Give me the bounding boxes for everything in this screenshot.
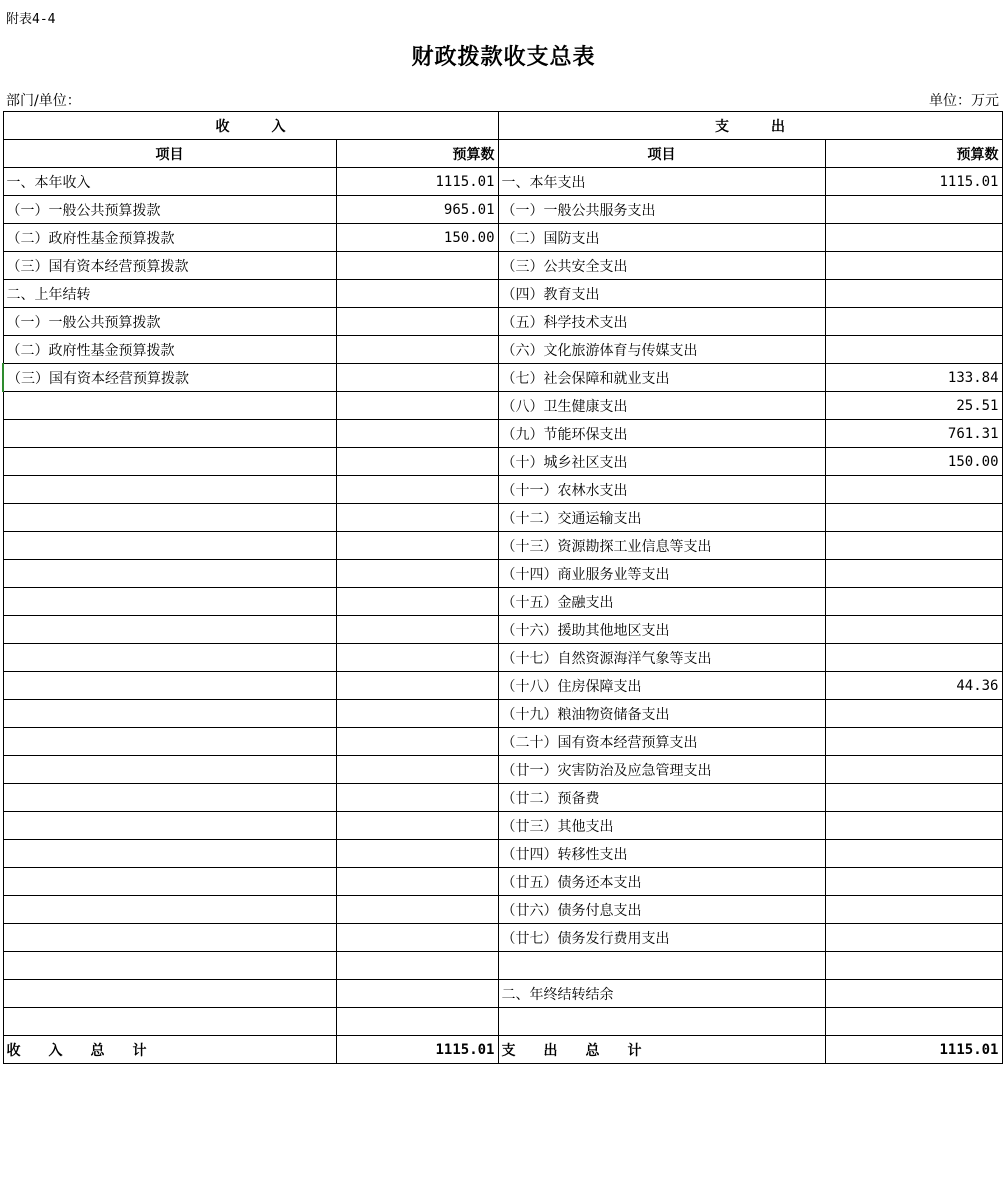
table-row [3, 560, 1002, 588]
table-row [3, 616, 1002, 644]
income-amount-cell [336, 616, 498, 644]
income-amount-cell [336, 336, 498, 364]
table-row [3, 308, 1002, 336]
table-row [3, 812, 1002, 840]
table-row [3, 980, 1002, 1008]
expense-amount-cell [825, 756, 1002, 784]
table-row [3, 476, 1002, 504]
expense-item-cell: （十八）住房保障支出 [498, 672, 825, 700]
income-item-cell [3, 840, 336, 868]
column-header-row [3, 140, 1002, 168]
income-amount-cell [336, 644, 498, 672]
expense-item-cell: （四）教育支出 [498, 280, 825, 308]
table-row [3, 280, 1002, 308]
income-item-cell [3, 756, 336, 784]
expense-amount-cell [825, 924, 1002, 952]
income-item-cell [3, 448, 336, 476]
expense-item-cell: （廿二）预备费 [498, 784, 825, 812]
table-row [3, 252, 1002, 280]
income-item-cell: （一）一般公共预算拨款 [3, 308, 336, 336]
expense-amount-cell: 1115.01 [825, 168, 1002, 196]
income-total-value: 1115.01 [336, 1036, 498, 1064]
expense-amount-cell [825, 196, 1002, 224]
expense-amount-cell [825, 728, 1002, 756]
expense-item-cell: （廿三）其他支出 [498, 812, 825, 840]
expense-item-cell: （十四）商业服务业等支出 [498, 560, 825, 588]
department-label: 部门/单位： [6, 93, 81, 109]
income-item-cell [3, 672, 336, 700]
income-item-cell [3, 1008, 336, 1036]
expense-amount-cell [825, 252, 1002, 280]
unit-label: 单位：万元 [929, 93, 999, 109]
expense-amount-cell [825, 476, 1002, 504]
income-item-cell [3, 728, 336, 756]
income-amount-cell: 1115.01 [336, 168, 498, 196]
table-row [3, 896, 1002, 924]
attachment-label: 附表4-4 [6, 12, 56, 27]
income-item-cell: （一）一般公共预算拨款 [3, 196, 336, 224]
expense-item-cell: （三）公共安全支出 [498, 252, 825, 280]
income-item-cell [3, 616, 336, 644]
expense-amount-cell [825, 224, 1002, 252]
income-item-header: 项目 [3, 140, 336, 168]
expense-amount-cell [825, 952, 1002, 980]
expense-item-cell: （五）科学技术支出 [498, 308, 825, 336]
totals-row [3, 1036, 1002, 1064]
expense-amount-cell [825, 980, 1002, 1008]
expense-item-cell: （八）卫生健康支出 [498, 392, 825, 420]
expense-item-cell: （十）城乡社区支出 [498, 448, 825, 476]
expense-item-cell: （十二）交通运输支出 [498, 504, 825, 532]
expense-budget-header: 预算数 [825, 140, 1002, 168]
expense-item-cell: （七）社会保障和就业支出 [498, 364, 825, 392]
income-item-cell [3, 812, 336, 840]
expense-amount-cell [825, 532, 1002, 560]
income-item-cell [3, 952, 336, 980]
table-row [3, 1008, 1002, 1036]
expense-item-cell: （十三）资源勘探工业信息等支出 [498, 532, 825, 560]
income-amount-cell [336, 784, 498, 812]
expense-item-cell: （二十）国有资本经营预算支出 [498, 728, 825, 756]
income-amount-cell [336, 560, 498, 588]
table-row [3, 840, 1002, 868]
income-item-cell: （三）国有资本经营预算拨款 [3, 252, 336, 280]
income-amount-cell [336, 728, 498, 756]
income-amount-cell [336, 672, 498, 700]
expense-item-cell: （十七）自然资源海洋气象等支出 [498, 644, 825, 672]
income-item-cell [3, 644, 336, 672]
table-row [3, 952, 1002, 980]
expense-total-value: 1115.01 [825, 1036, 1002, 1064]
table-row [3, 756, 1002, 784]
expense-section-header: 支 出 [498, 112, 1002, 140]
income-item-cell: 二、上年结转 [3, 280, 336, 308]
expense-item-cell: （廿六）债务付息支出 [498, 896, 825, 924]
expense-item-cell: （一）一般公共服务支出 [498, 196, 825, 224]
income-item-cell [3, 504, 336, 532]
expense-item-cell: （九）节能环保支出 [498, 420, 825, 448]
income-amount-cell [336, 924, 498, 952]
expense-amount-cell [825, 644, 1002, 672]
income-item-cell: （二）政府性基金预算拨款 [3, 336, 336, 364]
expense-amount-cell [825, 784, 1002, 812]
table-row [3, 168, 1002, 196]
table-row [3, 336, 1002, 364]
table-row [3, 504, 1002, 532]
income-amount-cell [336, 1008, 498, 1036]
income-amount-cell [336, 392, 498, 420]
expense-item-cell: （十五）金融支出 [498, 588, 825, 616]
expense-amount-cell [825, 700, 1002, 728]
table-row [3, 728, 1002, 756]
section-header-row [3, 112, 1002, 140]
page-title: 财政拨款收支总表 [411, 44, 596, 70]
expense-item-cell: （廿五）债务还本支出 [498, 868, 825, 896]
income-amount-cell [336, 952, 498, 980]
expense-item-cell: （十九）粮油物资储备支出 [498, 700, 825, 728]
income-item-cell [3, 392, 336, 420]
income-item-cell [3, 784, 336, 812]
table-row [3, 392, 1002, 420]
table-row [3, 924, 1002, 952]
budget-summary-table [2, 111, 1003, 1064]
expense-total-label: 支 出 总 计 [498, 1036, 825, 1064]
expense-amount-cell [825, 560, 1002, 588]
income-item-cell: （三）国有资本经营预算拨款 [3, 364, 336, 392]
expense-item-cell [498, 1008, 825, 1036]
income-item-cell: 一、本年收入 [3, 168, 336, 196]
table-row [3, 868, 1002, 896]
income-item-cell: （二）政府性基金预算拨款 [3, 224, 336, 252]
income-item-cell [3, 700, 336, 728]
expense-amount-cell [825, 588, 1002, 616]
income-budget-header: 预算数 [336, 140, 498, 168]
table-row [3, 588, 1002, 616]
table-row [3, 196, 1002, 224]
table-row [3, 532, 1002, 560]
income-amount-cell [336, 868, 498, 896]
income-amount-cell [336, 588, 498, 616]
expense-amount-cell [825, 336, 1002, 364]
table-row [3, 448, 1002, 476]
income-amount-cell [336, 252, 498, 280]
income-amount-cell [336, 476, 498, 504]
table-row [3, 224, 1002, 252]
income-item-cell [3, 588, 336, 616]
table-row [3, 784, 1002, 812]
income-item-cell [3, 868, 336, 896]
expense-amount-cell [825, 616, 1002, 644]
expense-amount-cell: 761.31 [825, 420, 1002, 448]
income-amount-cell: 150.00 [336, 224, 498, 252]
expense-amount-cell [825, 840, 1002, 868]
income-item-cell [3, 420, 336, 448]
income-amount-cell [336, 504, 498, 532]
expense-amount-cell [825, 812, 1002, 840]
income-item-cell [3, 924, 336, 952]
income-amount-cell [336, 420, 498, 448]
income-amount-cell: 965.01 [336, 196, 498, 224]
income-item-cell [3, 476, 336, 504]
income-amount-cell [336, 840, 498, 868]
expense-item-cell: （廿四）转移性支出 [498, 840, 825, 868]
expense-item-cell [498, 952, 825, 980]
income-amount-cell [336, 700, 498, 728]
expense-item-cell: （二）国防支出 [498, 224, 825, 252]
expense-item-cell: （廿一）灾害防治及应急管理支出 [498, 756, 825, 784]
income-amount-cell [336, 308, 498, 336]
table-row [3, 644, 1002, 672]
expense-amount-cell: 44.36 [825, 672, 1002, 700]
income-amount-cell [336, 448, 498, 476]
income-section-header: 收 入 [3, 112, 498, 140]
income-item-cell [3, 896, 336, 924]
table-row [3, 700, 1002, 728]
income-amount-cell [336, 364, 498, 392]
income-amount-cell [336, 980, 498, 1008]
expense-amount-cell [825, 896, 1002, 924]
table-row [3, 420, 1002, 448]
expense-item-cell: 二、年终结转结余 [498, 980, 825, 1008]
expense-item-cell: （廿七）债务发行费用支出 [498, 924, 825, 952]
income-item-cell [3, 532, 336, 560]
income-total-label: 收 入 总 计 [3, 1036, 336, 1064]
expense-amount-cell: 25.51 [825, 392, 1002, 420]
expense-item-cell: （十六）援助其他地区支出 [498, 616, 825, 644]
expense-amount-cell [825, 1008, 1002, 1036]
expense-amount-cell [825, 504, 1002, 532]
expense-item-cell: 一、本年支出 [498, 168, 825, 196]
expense-amount-cell: 150.00 [825, 448, 1002, 476]
table-row [3, 672, 1002, 700]
income-item-cell [3, 560, 336, 588]
expense-amount-cell [825, 308, 1002, 336]
income-amount-cell [336, 280, 498, 308]
income-amount-cell [336, 756, 498, 784]
income-amount-cell [336, 532, 498, 560]
expense-amount-cell [825, 280, 1002, 308]
income-amount-cell [336, 812, 498, 840]
expense-amount-cell: 133.84 [825, 364, 1002, 392]
income-item-cell [3, 980, 336, 1008]
expense-item-cell: （六）文化旅游体育与传媒支出 [498, 336, 825, 364]
expense-amount-cell [825, 868, 1002, 896]
expense-item-header: 项目 [498, 140, 825, 168]
expense-item-cell: （十一）农林水支出 [498, 476, 825, 504]
income-amount-cell [336, 896, 498, 924]
table-row [3, 364, 1002, 392]
